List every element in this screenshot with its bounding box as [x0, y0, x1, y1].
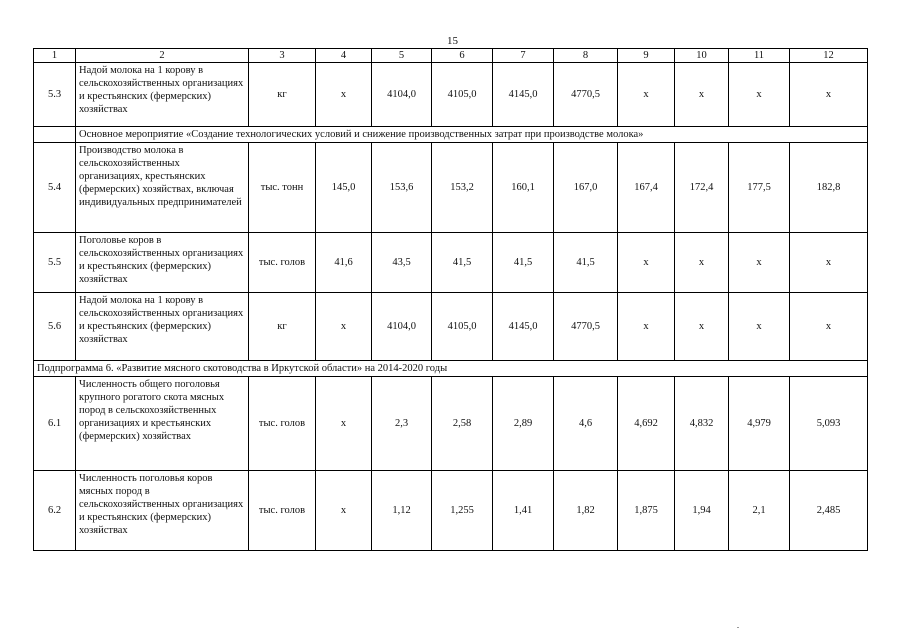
value-cell: 4104,0 [372, 293, 432, 361]
value-cell: x [316, 63, 372, 127]
value-cell: 2,3 [372, 377, 432, 471]
unit-cell: тыс. голов [249, 377, 316, 471]
value-cell: 167,4 [618, 143, 675, 233]
indicator-name: Численность общего поголовья крупного рогатого скота мясных пород в сельскохозяйственных организациях и крестьянских (фермерских) хозяйствах [76, 377, 249, 471]
table-row [34, 377, 868, 471]
indicators-table [33, 48, 868, 551]
value-cell: 4105,0 [432, 63, 493, 127]
page-number: 15 [447, 35, 458, 47]
value-cell: x [790, 293, 868, 361]
value-cell: 2,89 [493, 377, 554, 471]
section-row [34, 361, 868, 377]
value-cell: 1,82 [554, 471, 618, 551]
section-row [34, 127, 868, 143]
value-cell: 153,6 [372, 143, 432, 233]
value-cell: 4105,0 [432, 293, 493, 361]
value-cell: 41,6 [316, 233, 372, 293]
value-cell: x [675, 233, 729, 293]
value-cell: 172,4 [675, 143, 729, 233]
value-cell: 4145,0 [493, 63, 554, 127]
value-cell: 2,58 [432, 377, 493, 471]
value-cell: 1,41 [493, 471, 554, 551]
row-number: 5.4 [34, 143, 76, 233]
value-cell: 2,485 [790, 471, 868, 551]
scan-speck [737, 627, 739, 628]
value-cell: 4,979 [729, 377, 790, 471]
value-cell: x [618, 63, 675, 127]
unit-cell: тыс. голов [249, 471, 316, 551]
value-cell: x [316, 293, 372, 361]
value-cell: 182,8 [790, 143, 868, 233]
row-number: 6.2 [34, 471, 76, 551]
value-cell: x [316, 471, 372, 551]
column-header: 8 [554, 49, 618, 63]
value-cell: 43,5 [372, 233, 432, 293]
value-cell: 4,6 [554, 377, 618, 471]
column-header: 9 [618, 49, 675, 63]
value-cell: x [729, 293, 790, 361]
section-heading-subprogram-6: Подпрограмма 6. «Развитие мясного скотоводства в Иркутской области» на 2014-2020 годы [34, 361, 868, 377]
value-cell: 41,5 [432, 233, 493, 293]
column-header: 7 [493, 49, 554, 63]
value-cell: 1,94 [675, 471, 729, 551]
value-cell: x [316, 377, 372, 471]
value-cell: 4,832 [675, 377, 729, 471]
indicator-name: Надой молока на 1 корову в сельскохозяйственных организациях и крестьянских (фермерских) хозяйствах [76, 293, 249, 361]
unit-cell: кг [249, 63, 316, 127]
row-number: 6.1 [34, 377, 76, 471]
value-cell: 4770,5 [554, 293, 618, 361]
column-header: 10 [675, 49, 729, 63]
value-cell: 1,875 [618, 471, 675, 551]
value-cell: 41,5 [554, 233, 618, 293]
column-header: 6 [432, 49, 493, 63]
value-cell: x [790, 233, 868, 293]
value-cell: 167,0 [554, 143, 618, 233]
indicator-name: Надой молока на 1 корову в сельскохозяйственных организациях и крестьянских (фермерских) хозяйствах [76, 63, 249, 127]
table-row [34, 63, 868, 127]
column-number-row [34, 49, 868, 63]
column-header: 4 [316, 49, 372, 63]
value-cell: x [790, 63, 868, 127]
section-heading-main-activity: Основное мероприятие «Создание технологических условий и снижение производственных затрат при производстве молока» [76, 127, 868, 143]
table-row [34, 143, 868, 233]
value-cell: 145,0 [316, 143, 372, 233]
unit-cell: кг [249, 293, 316, 361]
value-cell: 5,093 [790, 377, 868, 471]
value-cell: 1,255 [432, 471, 493, 551]
table-row [34, 233, 868, 293]
indicator-name: Поголовье коров в сельскохозяйственных организациях и крестьянских (фермерских) хозяйствах [76, 233, 249, 293]
table-row [34, 471, 868, 551]
value-cell: 4770,5 [554, 63, 618, 127]
value-cell: x [618, 293, 675, 361]
row-number: 5.5 [34, 233, 76, 293]
value-cell: 1,12 [372, 471, 432, 551]
indicator-name: Численность поголовья коров мясных пород в сельскохозяйственных организациях и крестьянских (фермерских) хозяйствах [76, 471, 249, 551]
value-cell: 4145,0 [493, 293, 554, 361]
value-cell: x [675, 63, 729, 127]
value-cell: 4104,0 [372, 63, 432, 127]
column-header: 11 [729, 49, 790, 63]
value-cell: x [675, 293, 729, 361]
value-cell: x [729, 63, 790, 127]
value-cell: 4,692 [618, 377, 675, 471]
unit-cell: тыс. тонн [249, 143, 316, 233]
table-row [34, 293, 868, 361]
unit-cell: тыс. голов [249, 233, 316, 293]
value-cell: 160,1 [493, 143, 554, 233]
value-cell: x [729, 233, 790, 293]
value-cell: x [618, 233, 675, 293]
value-cell: 153,2 [432, 143, 493, 233]
column-header: 2 [76, 49, 249, 63]
value-cell: 41,5 [493, 233, 554, 293]
row-number: 5.6 [34, 293, 76, 361]
indicator-name: Производство молока в сельскохозяйственных организациях, крестьянских (фермерских) хозяйствах, включая индивидуальных предпринимателей [76, 143, 249, 233]
column-header: 12 [790, 49, 868, 63]
value-cell: 177,5 [729, 143, 790, 233]
value-cell: 2,1 [729, 471, 790, 551]
column-header: 1 [34, 49, 76, 63]
column-header: 3 [249, 49, 316, 63]
row-number: 5.3 [34, 63, 76, 127]
column-header: 5 [372, 49, 432, 63]
